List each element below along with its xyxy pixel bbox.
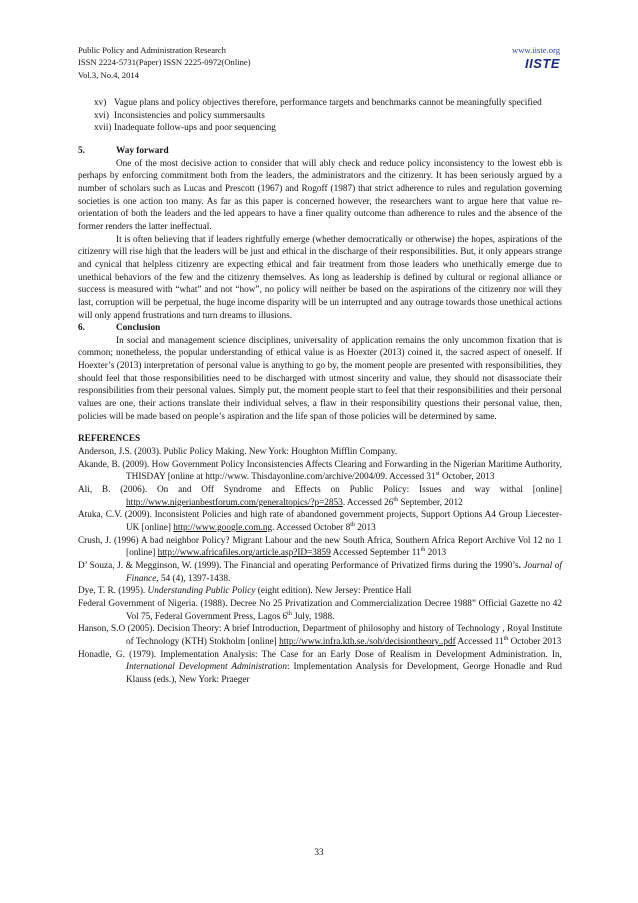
journal-name: Public Policy and Administration Research (78, 45, 226, 55)
section-heading (78, 145, 562, 158)
paragraph: It is often believing that if leaders rightfully emerge (whether democratically or otherwise) the hopes, aspirations of the citizenry will rise high that the leaders will be just and ethical in the discharge of their responsibilities. But, it only appears strange and cynical that helpless citizenry are expecting ethical and fair treatment from those leaders who unethically emerge due to unethical behaviors of the few and the citizenry themselves. As long as leadership is defined by cultural or regional alliance or success is measured with “what” and not “how”, no policy will neither be based on the aspirations of the citizenry nor will they last, corruption will be perpetual, the huge income disparity will be un interrupted and any outrage towards those unethical actions will only append frustrations and turn dreams to illusions. (78, 234, 562, 321)
reference-entry: Dye, T. R. (1995). Understanding Public Policy (eight edition). New Jersey: Prentice Hall (78, 586, 412, 597)
list-item (94, 110, 562, 123)
running-header (78, 44, 251, 81)
journal-url-link[interactable]: www.iiste.org (512, 45, 560, 55)
reference-link[interactable]: http://www.google.com.ng (173, 523, 273, 533)
reference-entry: Federal Government of Nigeria. (1988). Decree No 25 Privatization and Commercialization Decree 1988” Official Gazette no 42 Vol 75, Federal Government Press, Lagos 6th July, 1988. (78, 598, 562, 622)
header-right (512, 44, 560, 71)
reference-entry: Anderson, J.S. (2003). Public Policy Making. New York: Houghton Mifflin Company. (78, 447, 398, 458)
paragraph: In social and management science disciplines, universality of application remains the only uncommon fixation that is common; nonetheless, the popular understanding of ethical value is as Hoexter (2013) coined it, the sacred aspect of oneself. If Hoexter’s (2013) interpretation of personal value is anything to go by, the moment people are presented with responsibilities, they should feel that those responsibilities need to be discharged with utmost sincerity and value, they should not disassociate their responsibilities from their personal values. Simply put, the moment people start to feel that their responsibilities and their personal values are one, their actions translate their individual selves, a flaw in their responsibility questions their personal value, then, policies will be made based on people’s aspiration and the life span of those policies will be determined by same. (78, 335, 562, 422)
reference-entry: Akande, B. (2009). How Government Policy Inconsistencies Affects Clearing and Forwarding in the Nigerian Maritime Authority, THISDAY [online at http://www. Thisdayonline.com/archive/2004/09. Accessed 31st October, 2013 (78, 459, 562, 483)
reference-link[interactable]: http://www.africafiles.org/article.asp?ID=3859 (157, 548, 331, 559)
list-item-number: xv) (94, 98, 107, 108)
reference-link[interactable]: http://www.nigerianbestforum.com/generaltopics/?p=2853 (126, 497, 343, 508)
list-item (94, 122, 562, 135)
list-item-text: Inadequate follow-ups and poor sequencing (114, 123, 276, 134)
section-title: Way forward (116, 145, 169, 156)
paragraph: One of the most decisive action to consider that will ably check and reduce policy inconsistency to the lowest ebb is perhaps by enforcing commitment both from the leaders, the administrators and the citizenry. It has been seriously argued by a number of scholars such as Lucas and Prescott (1967) and Rogoff (1987) that strict adherence to rules and regulation governing societies is one action too many. As far as this paper is concerned however, the researchers want to argue here that value re-orientation of both the leaders and the led appears to have a finer quality outcome than adherence to rules and the absence of the former renders the latter ineffectual. (78, 158, 562, 232)
reference-entry: D’ Souza, J. & Megginson, W. (1999). The Financial and operating Performance of Privatized firms during the 1990’s. Journal of Finance, 54 (4), 1397-1438. (78, 560, 562, 584)
page-body (78, 97, 562, 687)
reference-entry: Crush, J. (1996) A bad neighbor Policy? Migrant Labour and the new South Africa, Southern Africa Report Archive Vol 12 no 1 [online] http://www.africafiles.org/article.asp?ID=3859 Accessed September 11th 2013 (78, 535, 562, 559)
reference-entry: Ali, B. (2006). On and Off Syndrome and Effects on Public Policy: Issues and way withal [online] http://www.nigerianbestforum.com/generaltopics/?p=2853. Accessed 26th September, 2012 (78, 485, 562, 508)
issn-line: ISSN 2224-5731(Paper) ISSN 2225-0972(Online) (78, 57, 251, 68)
section-heading (78, 322, 562, 335)
volume-line: Vol.3, No.4, 2014 (78, 69, 139, 80)
section-number: 6. (78, 323, 85, 334)
reference-entry: Hanson, S.O (2005). Decision Theory: A brief Introduction, Department of philosophy and history of Technology , Royal Institute of Technology (KTH) Stokholm [online] http://www.infra.kth.se./soh/decisiontheory..pdf Accessed 11th October 2013 (78, 624, 562, 647)
section-title: Conclusion (116, 323, 161, 334)
section-number: 5. (78, 145, 85, 156)
list-item (94, 97, 562, 110)
list-item-number: xvi) (94, 110, 109, 121)
list-item-text: Inconsistencies and policy summersaults (114, 110, 265, 121)
list-item-text: Vague plans and policy objectives therefore, performance targets and benchmarks cannot be meaningfully specified (114, 98, 542, 108)
iiste-logo: IISTE (524, 56, 560, 71)
list-item-number: xvii) (94, 123, 112, 134)
reference-link[interactable]: http://www.infra.kth.se./soh/decisiontheory..pdf (279, 636, 456, 647)
reference-entry: Atuka, C.V. (2009). Inconsistent Policies and high rate of abandoned government projects, Support Options A4 Group Liecester-UK [online] http://www.google.com.ng. Accessed October 8th 2013 (78, 510, 562, 533)
reference-entry: Honadle, G. (1979). Implementation Analysis: The Case for an Early Dose of Realism in Development Administration. In, International Development Administration: Implementation Analysis for Development, George Honadle and Rud Klauss (eds.), New York: Praeger (78, 649, 563, 685)
references-heading: REFERENCES (78, 434, 141, 445)
page-number: 33 (314, 848, 324, 858)
